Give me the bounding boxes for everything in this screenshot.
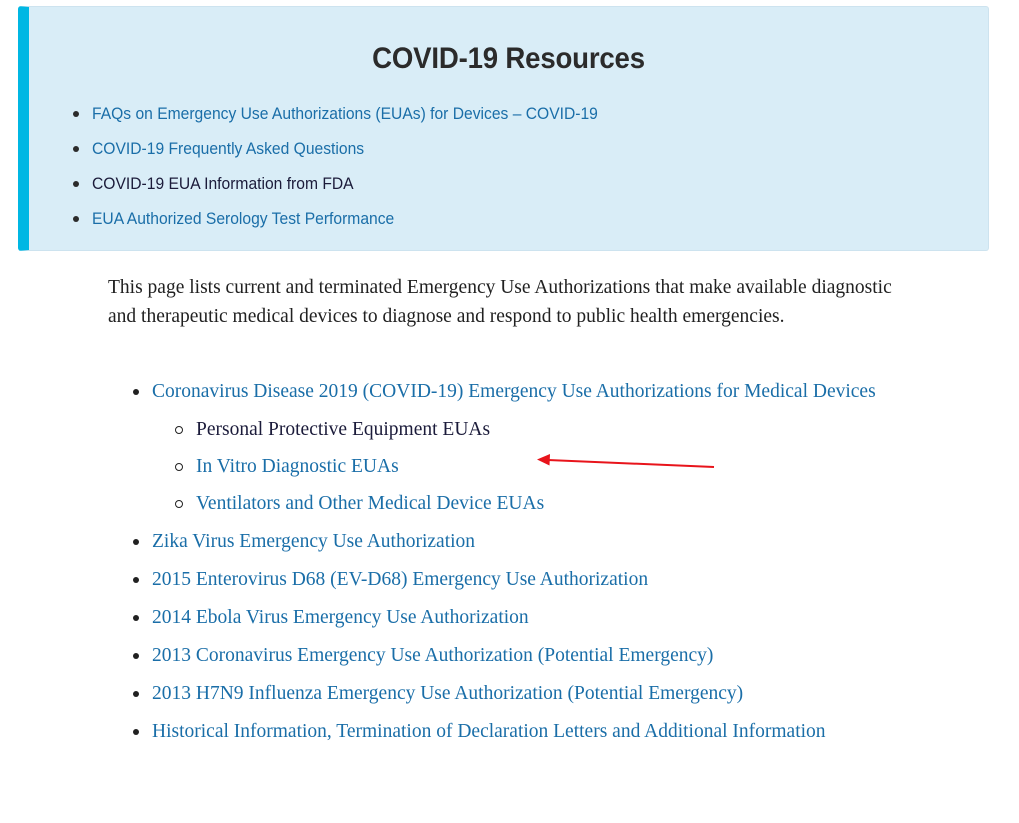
- sub-list-item: [196, 415, 912, 444]
- resources-list-item: [92, 131, 642, 166]
- sub-list-item: [196, 489, 912, 518]
- list-item: [152, 377, 912, 518]
- resources-list-item: [92, 96, 642, 131]
- sub-list-item: [196, 452, 912, 481]
- link-faqs-euas-devices[interactable]: FAQs on Emergency Use Authorizations (EUAs) for Devices – COVID-19: [92, 104, 598, 123]
- list-item: [152, 565, 912, 594]
- link-covid-faq[interactable]: COVID-19 Frequently Asked Questions: [92, 139, 365, 158]
- link-historical-information[interactable]: Historical Information, Termination of Declaration Letters and Additional Information: [152, 721, 826, 742]
- covid-resources-box: [18, 6, 989, 251]
- link-covid-eua-medical-devices[interactable]: Coronavirus Disease 2019 (COVID-19) Emergency Use Authorizations for Medical Devices: [152, 381, 876, 402]
- resources-list: [92, 96, 642, 236]
- intro-paragraph: This page lists current and terminated Emergency Use Authorizations that make available diagnostic and therapeutic medical devices to diagnose and respond to public health emergencies.: [108, 277, 892, 327]
- list-item: [152, 717, 912, 746]
- link-ivd-euas[interactable]: In Vitro Diagnostic EUAs: [196, 456, 399, 477]
- ppe-euas-current: Personal Protective Equipment EUAs: [196, 419, 491, 440]
- covid-sub-list: [152, 415, 912, 518]
- list-item: [152, 527, 912, 556]
- resources-list-item: [92, 201, 642, 236]
- resources-title: COVID-19 Resources: [372, 42, 645, 75]
- link-zika-eua[interactable]: Zika Virus Emergency Use Authorization: [152, 531, 476, 552]
- list-item: [152, 679, 912, 708]
- list-item: [152, 603, 912, 632]
- link-coronavirus-2013-eua[interactable]: 2013 Coronavirus Emergency Use Authorization (Potential Emergency): [152, 645, 714, 666]
- link-serology-test-performance[interactable]: EUA Authorized Serology Test Performance: [92, 209, 395, 228]
- link-h7n9-eua[interactable]: 2013 H7N9 Influenza Emergency Use Authorization (Potential Emergency): [152, 683, 744, 704]
- resources-list-item: [92, 166, 642, 201]
- list-item: [152, 641, 912, 670]
- link-ebola-eua[interactable]: 2014 Ebola Virus Emergency Use Authorization: [152, 607, 529, 628]
- link-ev-d68-eua[interactable]: 2015 Enterovirus D68 (EV-D68) Emergency Use Authorization: [152, 569, 649, 590]
- link-ventilators-euas[interactable]: Ventilators and Other Medical Device EUAs: [196, 493, 545, 514]
- current-page-label: COVID-19 EUA Information from FDA: [92, 174, 354, 193]
- eua-list: [152, 377, 912, 755]
